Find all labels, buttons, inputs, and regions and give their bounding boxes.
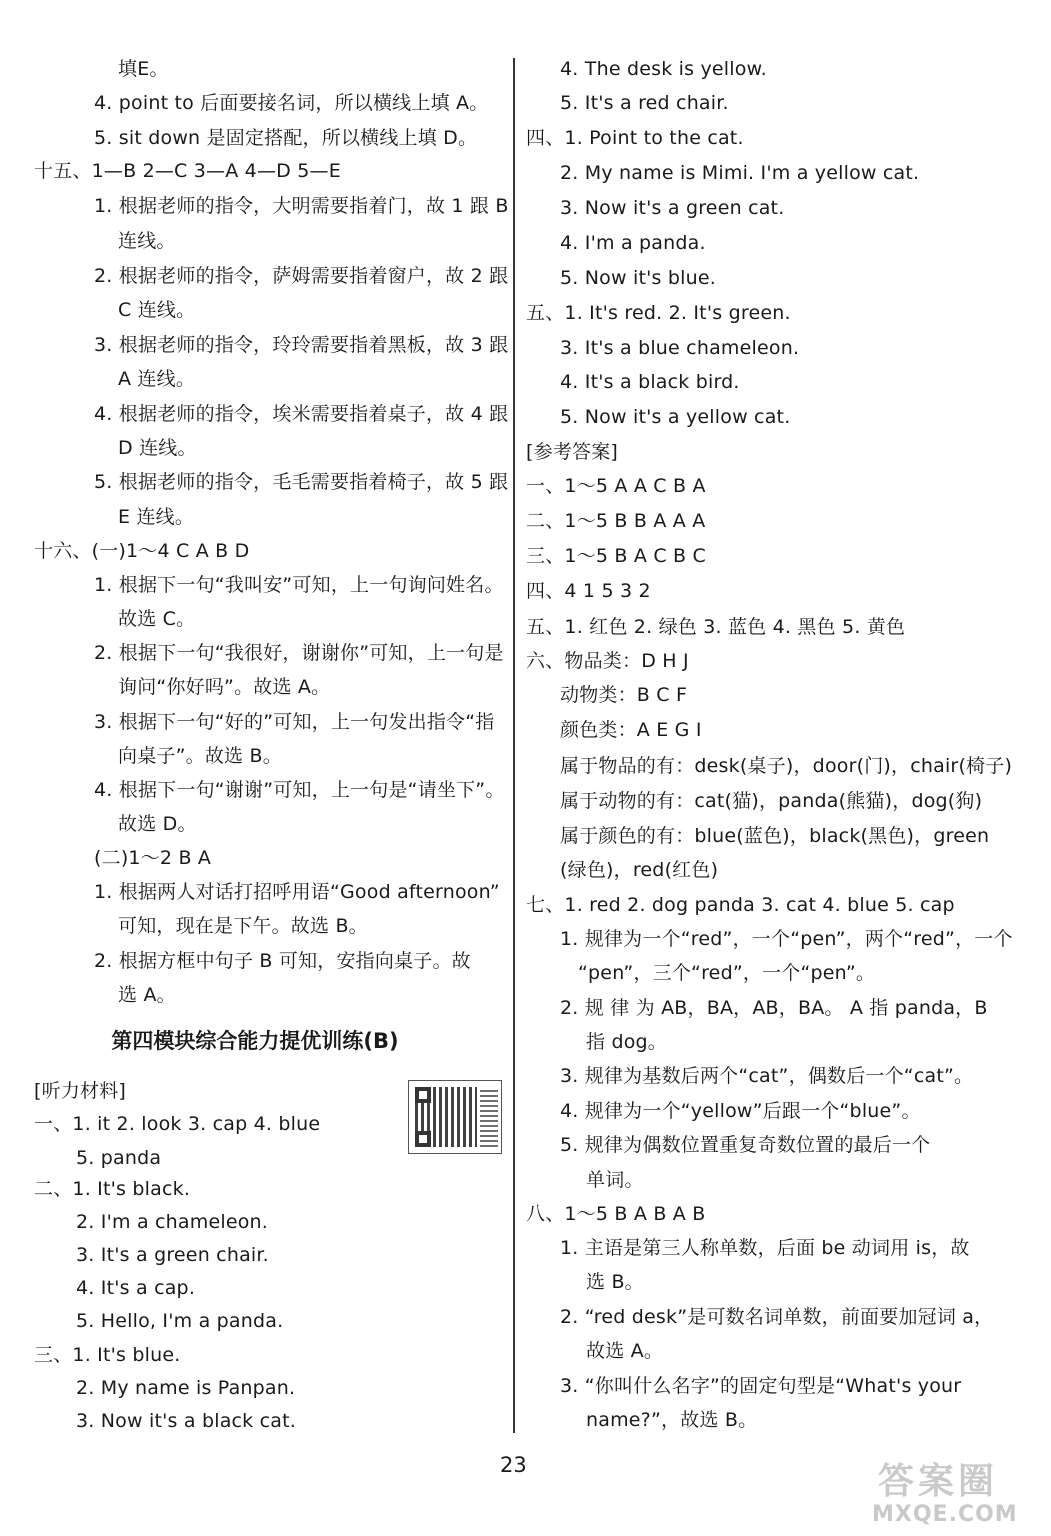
text-line: (绿色)，red(红色) [560, 859, 719, 881]
text-line: 4. I'm a panda. [560, 232, 706, 254]
text-line: 5. 规律为偶数位置重复奇数位置的最后一个 [560, 1134, 931, 1156]
section-heading: 第四模块综合能力提优训练(B) [111, 1029, 399, 1053]
text-line: 指 dog。 [586, 1031, 667, 1053]
text-line: 五、1. It's red. 2. It's green. [526, 302, 791, 324]
text-line: 单词。 [586, 1169, 644, 1191]
site-watermark [868, 1462, 1044, 1532]
text-line: 4. 规律为一个“yellow”后跟一个“blue”。 [560, 1100, 921, 1122]
text-line: 2. “red desk”是可数名词单数，前面要加冠词 a， [560, 1306, 994, 1328]
text-line: 属于物品的有：desk(桌子)，door(门)，chair(椅子) [560, 755, 1013, 777]
text-line: name?”，故选 B。 [586, 1409, 758, 1431]
text-line: 2. 根据方框中句子 B 可知，安指向桌子。故 [94, 950, 471, 972]
text-line: 五、1. 红色 2. 绿色 3. 蓝色 4. 黑色 5. 黄色 [526, 616, 906, 638]
text-line: 3. It's a blue chameleon. [560, 337, 800, 359]
text-line: 2. I'm a chameleon. [76, 1211, 269, 1233]
text-line: 5. Now it's blue. [560, 267, 716, 289]
text-line: 4. It's a black bird. [560, 371, 740, 393]
text-line: [参考答案] [526, 441, 619, 463]
text-line: 选 A。 [118, 984, 176, 1006]
text-line: 十五、1—B 2—C 3—A 4—D 5—E [34, 160, 341, 182]
text-line: 5. sit down 是固定搭配，所以横线上填 D。 [94, 127, 478, 149]
text-line: 3. Now it's a green cat. [560, 197, 785, 219]
text-line: 3. 根据老师的指令，玲玲需要指着黑板，故 3 跟 [94, 334, 509, 356]
text-line: 动物类：B C F [560, 684, 688, 706]
text-line: 询问“你好吗”。故选 A。 [118, 676, 331, 698]
text-line: 二、1～5 B B A A A [526, 510, 706, 532]
text-line: 一、1. it 2. look 3. cap 4. blue [34, 1113, 321, 1135]
text-line: [听力材料] [34, 1080, 127, 1102]
watermark-url: MXQE.COM [872, 1502, 1018, 1527]
text-line: 5. Now it's a yellow cat. [560, 406, 791, 428]
text-line: 故选 A。 [586, 1340, 664, 1362]
text-line: 1. 根据下一句“我叫安”可知，上一句询问姓名。 [94, 574, 504, 596]
text-line: 1. 根据两人对话打招呼用语“Good afternoon” [94, 881, 500, 903]
text-line: 2. 根据老师的指令，萨姆需要指着窗户，故 2 跟 [94, 265, 509, 287]
text-line: 4. 根据老师的指令，埃米需要指着桌子，故 4 跟 [94, 403, 509, 425]
text-line: 5. panda [76, 1147, 162, 1169]
watermark-logo-text: 答案圈 [878, 1461, 999, 1502]
text-line: 3. Now it's a black cat. [76, 1410, 297, 1432]
text-line: 故选 C。 [118, 608, 196, 630]
text-line: 向桌子”。故选 B。 [118, 745, 282, 767]
text-line: 4. 根据下一句“谢谢”可知，上一句是“请坐下”。 [94, 779, 505, 801]
text-line: 4. It's a cap. [76, 1277, 196, 1299]
text-line: 三、1～5 B A C B C [526, 545, 706, 567]
text-line: 三、1. It's blue. [34, 1344, 181, 1366]
text-line: 1. 规律为一个“red”，一个“pen”，两个“red”，一个 [560, 928, 1013, 950]
text-line: 5. Hello, I'm a panda. [76, 1310, 284, 1332]
text-line: 六、物品类：D H J [526, 650, 689, 672]
text-line: D 连线。 [118, 437, 197, 459]
text-line: 1. 主语是第三人称单数，后面 be 动词用 is，故 [560, 1237, 970, 1259]
text-line: 属于颜色的有：blue(蓝色)，black(黑色)，green [560, 825, 990, 847]
text-line: 颜色类：A E G I [560, 719, 702, 741]
text-line: 填E。 [118, 58, 169, 80]
text-line: 4. point to 后面要接名词，所以横线上填 A。 [94, 92, 489, 114]
text-line: 十六、(一)1～4 C A B D [34, 540, 250, 562]
text-line: 故选 D。 [118, 813, 197, 835]
text-line: 5. It's a red chair. [560, 92, 729, 114]
text-line: 七、1. red 2. dog panda 3. cat 4. blue 5. cap [526, 894, 955, 916]
text-line: C 连线。 [118, 299, 196, 321]
text-line: “pen”，三个“red”，一个“pen”。 [578, 962, 876, 984]
text-line: 1. 根据老师的指令，大明需要指着门，故 1 跟 B [94, 195, 509, 217]
text-line: 可知，现在是下午。故选 B。 [118, 915, 368, 937]
text-line: 2. My name is Panpan. [76, 1377, 296, 1399]
text-line: 3. 规律为基数后两个“cat”，偶数后一个“cat”。 [560, 1065, 974, 1087]
page-number: 23 [500, 1453, 527, 1477]
column-divider [513, 58, 515, 1433]
text-line: 2. My name is Mimi. I'm a yellow cat. [560, 162, 920, 184]
text-line: 八、1～5 B A B A B [526, 1203, 706, 1225]
text-line: 四、1. Point to the cat. [526, 127, 744, 149]
text-line: 2. 根据下一句“我很好，谢谢你”可知，上一句是 [94, 642, 504, 664]
text-line: 一、1～5 A A C B A [526, 475, 706, 497]
text-line: (二)1～2 B A [94, 847, 212, 869]
text-line: 3. It's a green chair. [76, 1244, 269, 1266]
qr-code-image [408, 1080, 502, 1154]
qr-code-pattern [415, 1087, 477, 1147]
text-line: 连线。 [118, 230, 176, 252]
text-line: 3. “你叫什么名字”的固定句型是“What's your [560, 1375, 962, 1397]
text-line: 4. The desk is yellow. [560, 58, 767, 80]
text-line: 属于动物的有：cat(猫)，panda(熊猫)，dog(狗) [560, 790, 983, 812]
text-line: 四、4 1 5 3 2 [526, 580, 651, 602]
text-line: 二、1. It's black. [34, 1178, 191, 1200]
text-line: 3. 根据下一句“好的”可知，上一句发出指令“指 [94, 711, 495, 733]
qr-code-side-text [480, 1087, 498, 1147]
text-line: E 连线。 [118, 506, 195, 528]
text-line: 5. 根据老师的指令，毛毛需要指着椅子，故 5 跟 [94, 471, 509, 493]
text-line: 选 B。 [586, 1271, 644, 1293]
text-line: 2. 规 律 为 AB，BA，AB，BA。 A 指 panda，B [560, 997, 988, 1019]
text-line: A 连线。 [118, 368, 196, 390]
